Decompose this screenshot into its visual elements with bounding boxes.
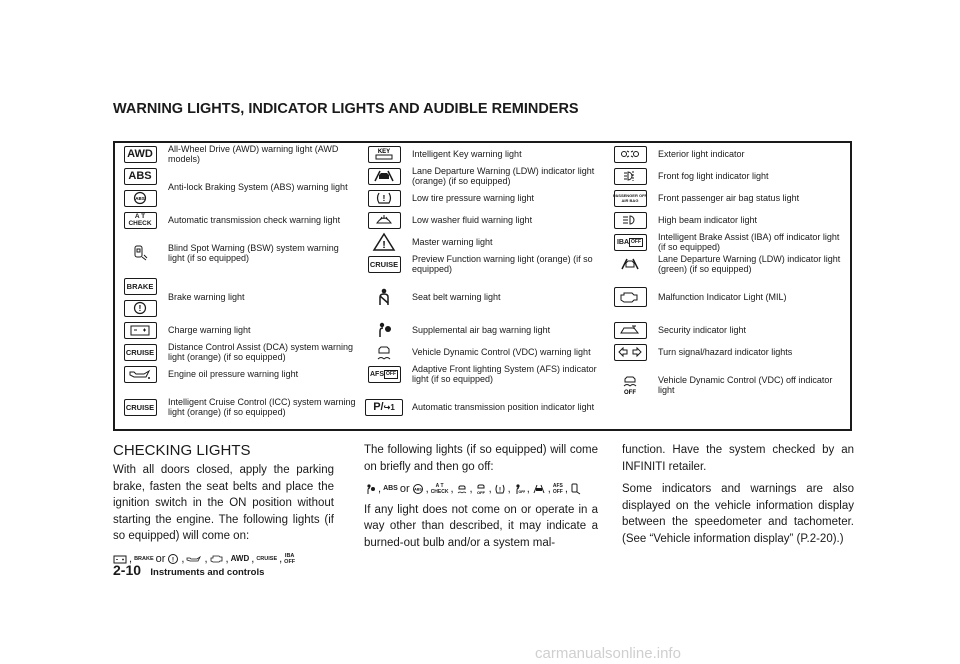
oil-pressure-label: Engine oil pressure warning light — [168, 369, 299, 379]
svg-text:OFF: OFF — [476, 490, 485, 496]
at-check-icon: A T CHECK — [430, 482, 449, 496]
tire-pressure-label: Low tire pressure warning light — [412, 193, 535, 203]
seat-belt-icon — [359, 275, 409, 319]
brake-icon: BRAKE — [115, 275, 165, 297]
cruise-icon: CRUISE — [256, 556, 278, 563]
passenger-airbag-label: Front passenger air bag status light — [658, 193, 800, 203]
exterior-light-icon — [605, 143, 655, 165]
key-icon — [359, 143, 409, 165]
svg-text:OFF: OFF — [624, 390, 636, 396]
vdc-icon — [359, 341, 409, 363]
body-column-3 — [622, 442, 854, 554]
cruise-icc-label: Intelligent Cruise Control (ICC) system warning light (orange) (if so equipped) — [168, 397, 356, 417]
vdc-label: Vehicle Dynamic Control (VDC) warning light — [412, 347, 591, 357]
blind-spot-icon — [115, 231, 165, 275]
svg-text:ABS: ABS — [413, 487, 422, 492]
front-fog-label: Front fog light indicator light — [658, 171, 769, 181]
turn-signal-label: Turn signal/hazard indicator lights — [658, 347, 793, 357]
airbag-icon — [364, 483, 376, 495]
position-indicator-icon: P/ ↪1 — [359, 385, 409, 429]
checking-lights-heading: CHECKING LIGHTS — [113, 442, 251, 459]
blind-spot-icon — [570, 483, 582, 495]
iba-off-label: Intelligent Brake Assist (IBA) off indicator light (if so equipped) — [658, 232, 840, 252]
afs-off-icon: AFS OFF — [552, 482, 563, 496]
ldw-icon — [359, 165, 409, 187]
abs-circle-icon — [412, 483, 424, 495]
ldw-label: Lane Departure Warning (LDW) indicator light (orange) (if so equipped) — [412, 166, 595, 186]
cruise-icc-icon: CRUISE — [115, 385, 165, 429]
abs-label: Anti-lock Braking System (ABS) warning light — [168, 182, 348, 192]
tire-pressure-icon — [494, 483, 506, 495]
col1-paragraph: With all doors closed, apply the parking brake, fasten the seat belts and place the ignition switch in the ON position without starting the engine. The following lights (if so equipped) will come on: — [113, 464, 334, 543]
awd-icon: AWD — [230, 554, 250, 564]
high-beam-icon — [605, 209, 655, 231]
cruise-preview-icon: CRUISE — [359, 253, 409, 275]
svg-text:!: ! — [138, 304, 142, 313]
svg-text:!: ! — [382, 240, 386, 251]
blind-spot-label: Blind Spot Warning (BSW) system warning light (if so equipped) — [168, 243, 339, 263]
col1-icon-row: , BRAKE or ! , , , AWD , CRUISE , IBA OFF — [113, 551, 334, 568]
col2-icon-row: , ABS or ABS , A T CHECK , , OFF , ! , OFF , , AFS OFF , — [364, 481, 598, 498]
airbag-icon — [359, 319, 409, 341]
brake-label: Brake warning light — [168, 292, 245, 302]
master-warning-label: Master warning light — [412, 237, 493, 247]
security-icon — [605, 319, 655, 341]
at-check-icon: A T CHECK — [115, 209, 165, 231]
washer-fluid-label: Low washer fluid warning light — [412, 215, 533, 225]
iba-off-icon: IBA OFF — [605, 231, 655, 253]
mil-icon — [605, 275, 655, 319]
abs-circle-icon — [115, 187, 165, 209]
ldw-green-label: Lane Departure Warning (LDW) indicator light (green) (if so equipped) — [658, 254, 841, 274]
section-title: WARNING LIGHTS, INDICATOR LIGHTS AND AUDIBLE REMINDERS — [113, 101, 579, 117]
afs-off-icon: AFS OFF — [359, 363, 409, 385]
mil-label: Malfunction Indicator Light (MIL) — [658, 292, 787, 302]
svg-text:ABS: ABS — [135, 196, 145, 201]
at-check-label: Automatic transmission check warning light — [168, 215, 341, 225]
abs-icon: ABS — [115, 165, 165, 187]
svg-text:!: ! — [498, 487, 501, 494]
abs-icon: ABS — [383, 485, 398, 493]
washer-fluid-icon — [359, 209, 409, 231]
svg-text:!: ! — [172, 557, 175, 564]
cruise-preview-label: Preview Function warning light (orange) (if so equipped) — [412, 254, 593, 274]
brake-icon: BRAKE — [134, 556, 154, 563]
turn-signal-icon — [605, 341, 655, 363]
col3-paragraph-2: Some indicators and warnings are also displayed on the vehicle information display between the speedometer and tachometer. (See “Vehicle information display” (P.2-20).) — [622, 483, 854, 545]
position-indicator-label: Automatic transmission position indicator light — [412, 402, 595, 412]
cruise-dca-label: Distance Control Assist (DCA) system warning light (orange) (if so equipped) — [168, 342, 354, 362]
charge-icon — [115, 319, 165, 341]
body-column-2 — [364, 442, 598, 558]
ldw-icon — [532, 484, 546, 494]
vdc-off-label: Vehicle Dynamic Control (VDC) off indicator light — [658, 375, 833, 395]
ldw-green-icon — [605, 253, 655, 275]
security-label: Security indicator light — [658, 325, 747, 335]
passenger-airbag-icon — [513, 483, 525, 495]
iba-off-icon: IBA OFF — [284, 552, 296, 566]
page-section-title: Instruments and controls — [150, 567, 265, 578]
svg-text:KEY: KEY — [377, 149, 391, 155]
tire-pressure-icon — [359, 187, 409, 209]
exterior-light-label: Exterior light indicator — [658, 149, 745, 159]
seat-belt-label: Seat belt warning light — [412, 292, 501, 302]
master-warning-icon — [359, 231, 409, 253]
col2-paragraph-2: If any light does not come on or operate in a way other than described, it may indicate a burned-out bulb and/or a system mal- — [364, 503, 598, 549]
afs-off-label: Adaptive Front lighting System (AFS) indicator light (if so equipped) — [412, 364, 597, 384]
high-beam-label: High beam indicator light — [658, 215, 758, 225]
page-footer — [113, 562, 264, 578]
vdc-off-icon — [475, 483, 487, 495]
brake-circle-icon — [115, 297, 165, 319]
airbag-label: Supplemental air bag warning light — [412, 325, 551, 335]
watermark: carmanualsonline.info — [535, 645, 681, 662]
cruise-dca-icon: CRUISE — [115, 341, 165, 363]
col3-paragraph-1: function. Have the system checked by an INFINITI retailer. — [622, 444, 854, 473]
svg-text:OFF: OFF — [518, 490, 525, 495]
vdc-off-icon — [605, 363, 655, 407]
warning-lights-table — [113, 141, 852, 431]
charge-label: Charge warning light — [168, 325, 251, 335]
key-label: Intelligent Key warning light — [412, 149, 522, 159]
awd-icon: AWD — [115, 143, 165, 165]
passenger-airbag-icon: PASSENGER OFF AIR BAG — [605, 187, 655, 209]
page-number: 2-10 — [113, 562, 142, 578]
svg-text:!: ! — [382, 194, 386, 203]
vdc-icon — [456, 483, 468, 495]
oil-pressure-icon — [115, 363, 165, 385]
front-fog-icon — [605, 165, 655, 187]
awd-label: All-Wheel Drive (AWD) warning light (AWD models) — [168, 144, 339, 164]
body-column-1 — [113, 442, 334, 572]
col2-paragraph-1: The following lights (if so equipped) will come on briefly and then go off: — [364, 444, 598, 473]
